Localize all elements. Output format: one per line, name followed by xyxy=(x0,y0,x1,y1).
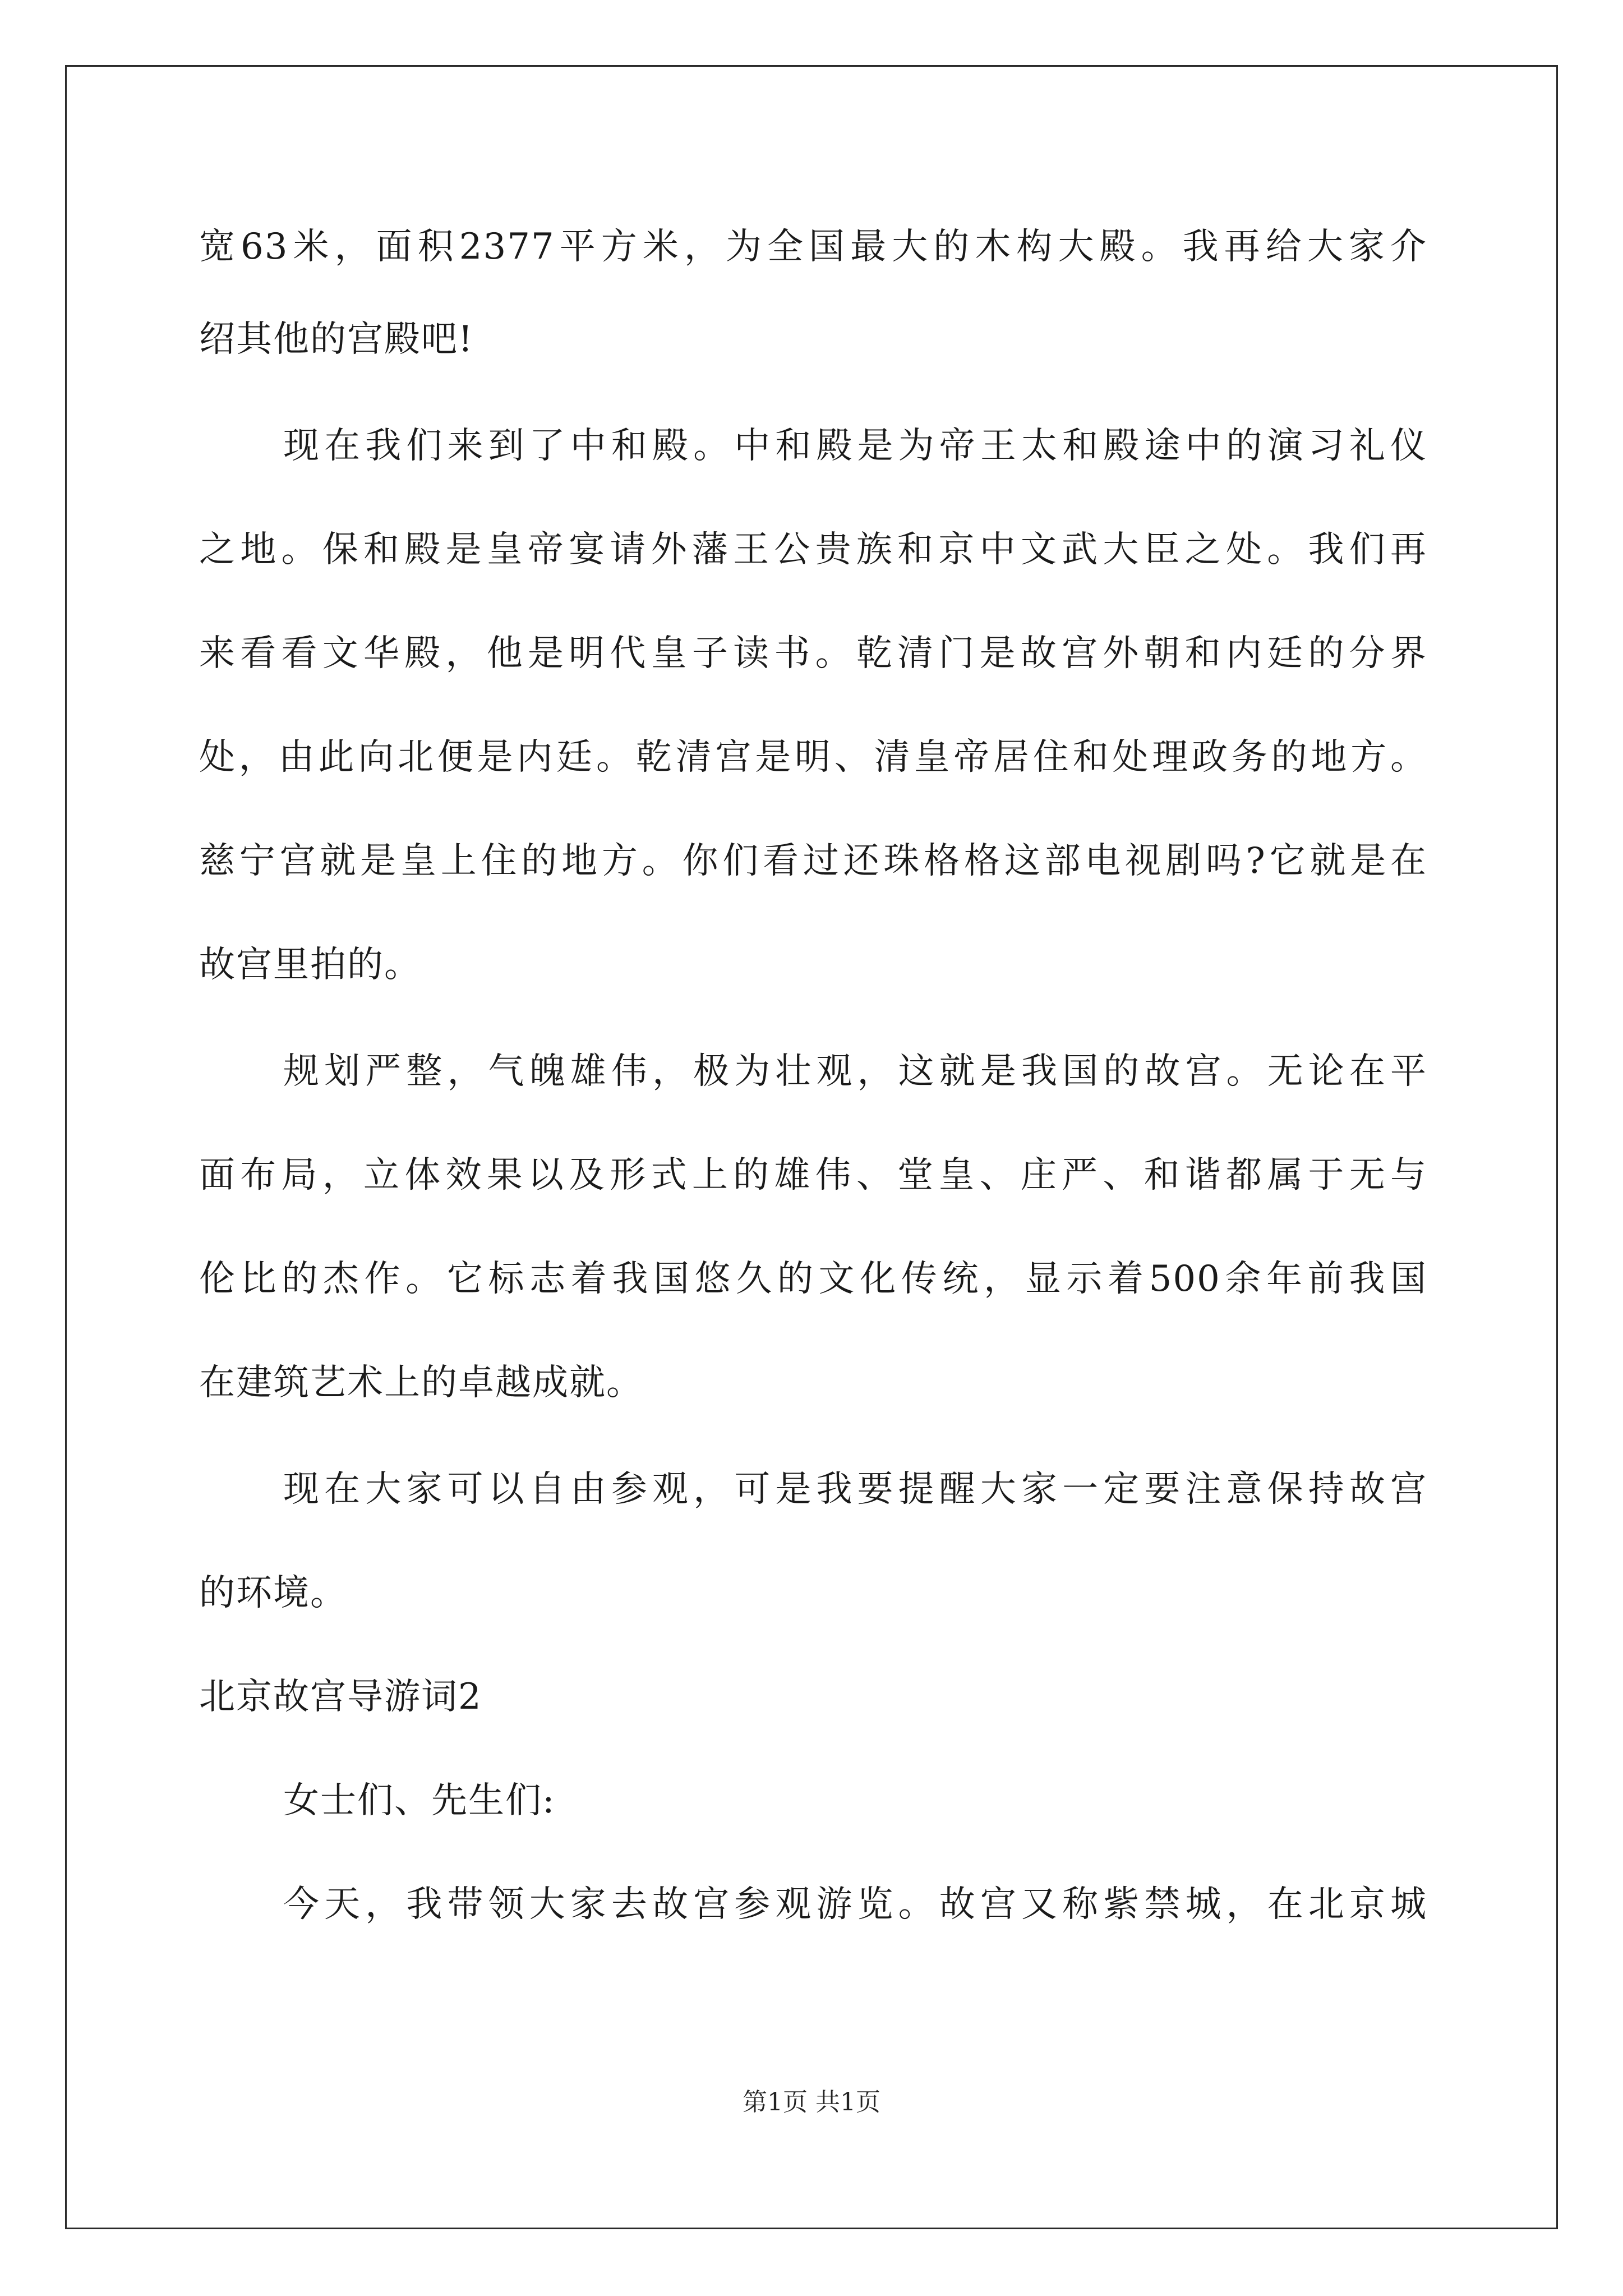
text-line: 面布局，立体效果以及形式上的雄伟、堂皇、庄严、和谐都属于无与 xyxy=(199,1154,1427,1196)
text-line: 绍其他的宫殿吧! xyxy=(199,319,474,360)
text-line: 慈宁宫就是皇上住的地方。你们看过还珠格格这部电视剧吗?它就是在 xyxy=(199,840,1427,882)
section-heading: 北京故宫导游词2 xyxy=(199,1676,482,1718)
text-line: 的环境。 xyxy=(199,1572,347,1614)
text-line: 在建筑艺术上的卓越成就。 xyxy=(199,1362,643,1404)
text-line: 之地。保和殿是皇帝宴请外藩王公贵族和京中文武大臣之处。我们再 xyxy=(199,529,1427,570)
text-line: 宽63米，面积2377平方米，为全国最大的木构大殿。我再给大家介 xyxy=(199,226,1427,268)
salutation-line: 女士们、先生们: xyxy=(283,1780,556,1821)
paragraph-start-line: 今天，我带领大家去故宫参观游览。故宫又称紫禁城，在北京城 xyxy=(283,1884,1427,1925)
paragraph-start-line: 现在我们来到了中和殿。中和殿是为帝王太和殿途中的演习礼仪 xyxy=(283,425,1427,467)
text-line: 伦比的杰作。它标志着我国悠久的文化传统，显示着500余年前我国 xyxy=(199,1258,1427,1300)
text-line: 处，由此向北便是内廷。乾清宫是明、清皇帝居住和处理政务的地方。 xyxy=(199,737,1427,778)
text-line: 故宫里拍的。 xyxy=(199,944,421,986)
paragraph-start-line: 规划严整，气魄雄伟，极为壮观，这就是我国的故宫。无论在平 xyxy=(283,1051,1427,1092)
text-line: 来看看文华殿，他是明代皇子读书。乾清门是故宫外朝和内廷的分界 xyxy=(199,633,1427,674)
page-footer: 第1页 共1页 xyxy=(743,2088,880,2116)
paragraph-start-line: 现在大家可以自由参观，可是我要提醒大家一定要注意保持故宫 xyxy=(283,1469,1427,1510)
